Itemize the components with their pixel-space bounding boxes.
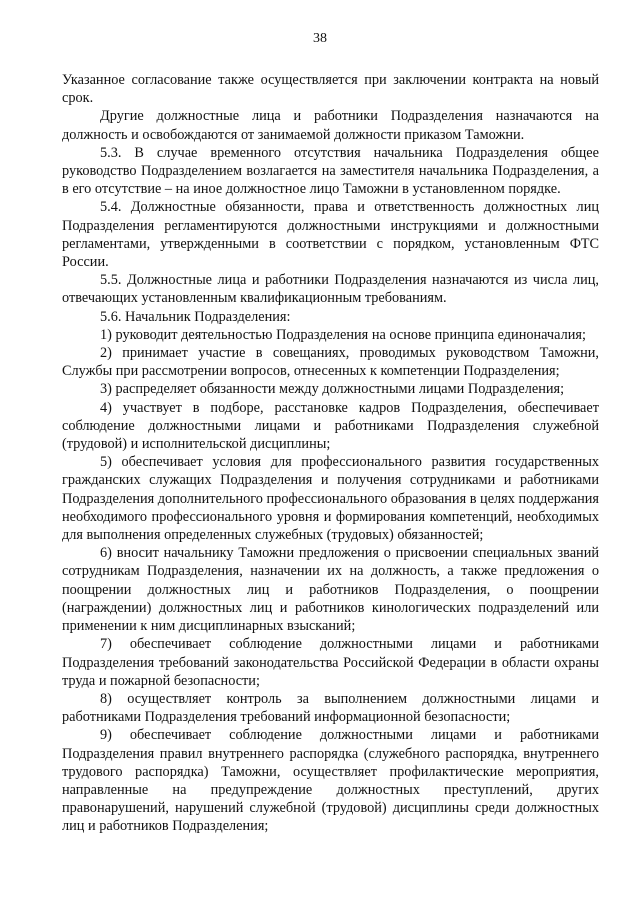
paragraph: 7) обеспечивает соблюдение должностными лицами и работниками Подразделения требований законодательства Российской Федерации в области охраны труда и пожарной безопасности;	[62, 636, 599, 689]
page-number: 38	[313, 31, 327, 46]
document-body	[62, 71, 599, 836]
paragraph: 8) осуществляет контроль за выполнением должностными лицами и работниками Подразделения требований информационной безопасности;	[62, 690, 599, 726]
paragraph: 3) распределяет обязанности между должностными лицами Подразделения;	[100, 381, 565, 398]
paragraph: 5.3. В случае временного отсутствия начальника Подразделения общее руководство Подразделением возлагается на заместителя начальника Подразделения, а в его отсутствие – на иное должностное лицо Таможни в установленном порядке.	[62, 144, 599, 198]
paragraph: 5.4. Должностные обязанности, права и ответственность должностных лиц Подразделения регламентируются должностными инструкциями и должностными регламентами, утвержденными в соответствии с порядком, установленным ФТС России.	[62, 199, 599, 271]
paragraph: 1) руководит деятельностью Подразделения на основе принципа единоначалия;	[100, 326, 586, 343]
paragraph: 9) обеспечивает соблюдение должностными лицами и работниками Подразделения правил внутреннего распорядка (служебного распорядка, внутреннего трудового распорядка) Таможни, осуществляет профилактические мероприятия, направленные на предупреждение должностных преступлений, других правонарушений, нарушений служебной (трудовой) дисциплины среди должностных лиц и работников Подразделения;	[62, 727, 599, 835]
paragraph: 5) обеспечивает условия для профессионального развития государственных гражданских служащих Подразделения и получения сотрудниками и работниками Подразделения дополнительного профессионального образования в целях поддержания необходимого профессионального уровня и формирования компетенций, необходимых для выполнения определенных служебных (трудовых) обязанностей;	[62, 454, 600, 544]
paragraph: Другие должностные лица и работники Подразделения назначаются на должность и освобождаются от занимаемой должности приказом Таможни.	[62, 108, 599, 143]
paragraph: Указанное согласование также осуществляется при заключении контракта на новый срок.	[62, 72, 599, 107]
paragraph: 2) принимает участие в совещаниях, проводимых руководством Таможни, Службы при рассмотрении вопросов, отнесенных к компетенции Подразделения;	[62, 345, 599, 380]
paragraph: 6) вносит начальнику Таможни предложения о присвоении специальных званий сотрудникам Подразделения, назначении их на должность, а также предложения о поощрении должностных лиц и работников Подразделения, о поощрении (награждении) должностных лиц и работников кинологических подразделений или применении к ним дисциплинарных взысканий;	[62, 545, 599, 635]
paragraph: 4) участвует в подборе, расстановке кадров Подразделения, обеспечивает соблюдение должностными лицами и работниками Подразделения служебной (трудовой) и исполнительской дисциплины;	[62, 399, 599, 453]
paragraph: 5.5. Должностные лица и работники Подразделения назначаются из числа лиц, отвечающих установленным квалификационным требованиям.	[62, 272, 599, 307]
paragraph: 5.6. Начальник Подразделения:	[100, 308, 291, 325]
